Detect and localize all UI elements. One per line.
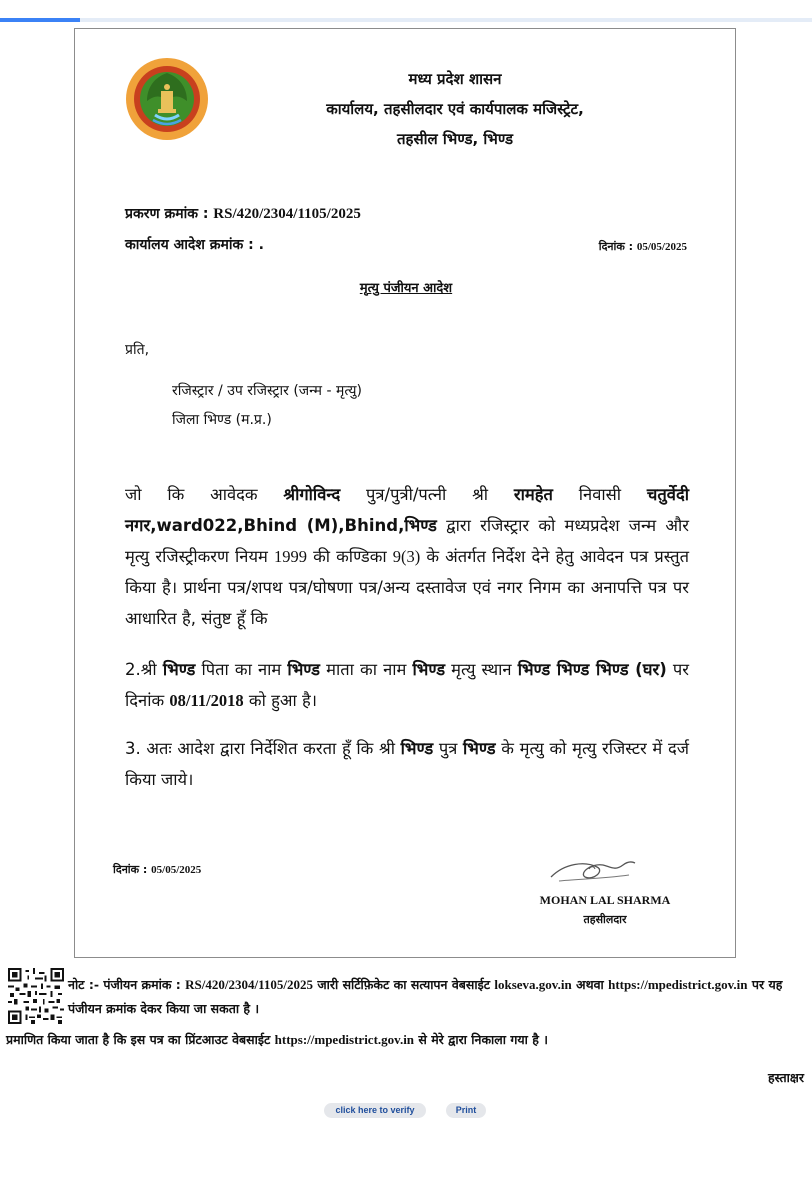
p1-text-2: पुत्र/पुत्री/पत्नी श्री [340,485,514,504]
deceased-father-name: भिण्ड [287,660,320,679]
document-page [74,28,736,958]
document-subject: मृत्यु पंजीयन आदेश [359,281,453,296]
applicant-address: चतुर्वेदी नगर,ward022,Bhind (M),Bhind,भिण्ड [125,485,689,535]
p1-text-5: की कण्डिका [307,547,393,566]
death-date: 08/11/2018 [169,691,244,710]
printout-certification [6,1031,806,1048]
p1-text-6: के अंतर्गत निर्देश देने हेतु आवेदन पत्र प्रस्तुत किया है। प्रार्थना पत्र/शपथ पत्र/घोषणा पत्र/अन्य दस्तावेज एवं नगर निगम का अनापत्ति पत्र पर आधारित है, संतुष्ट हूँ कि [125,547,689,628]
cert-text-1: प्रमाणित किया जाता है कि इस पत्र का प्रिंटआउट वेबसाईट [6,1032,275,1047]
case-number-label: प्रकरण क्रमांक : [125,206,214,222]
progress-bar-fill [0,18,80,22]
print-button[interactable]: Print [446,1103,486,1118]
verify-button[interactable]: click here to verify [324,1103,426,1118]
p2-text-4: मृत्यु स्थान [445,660,518,679]
recipient-line-2: जिला भिण्ड (म.प्र.) [172,412,272,428]
recipient-line-1: रजिस्ट्रार / उप रजिस्ट्रार (जन्म - मृत्यु) [172,383,362,399]
note-text-2: जारी सर्टिफ़िकेट का सत्यापन वेबसाईट [313,977,495,992]
signer-name: MOHAN LAL SHARMA [539,893,671,907]
rule-clause: 9(3) [392,547,421,566]
order-date [599,239,687,254]
mp-govt-emblem-icon [125,57,209,141]
cert-site: https://mpedistrict.gov.in [274,1032,415,1047]
paragraph-2 [125,654,689,716]
header-govt: मध्य प्रदेश शासन [408,70,502,88]
death-place: भिण्ड भिण्ड भिण्ड (घर) [517,660,667,679]
p2-text-1: 2.श्री [125,660,163,679]
paragraph-1 [125,479,689,634]
rule-year: 1999 [274,547,307,566]
signature-label: हस्ताक्षर [768,1070,804,1085]
sign-date [113,862,201,877]
order-date-label: दिनांक : [598,240,637,253]
p1-text-4: द्वारा रजिस्ट्रार को मध्यप्रदेश जन्म और मृत्यु रजिस्ट्रीकरण नियम [125,516,689,566]
p3-text-2: पुत्र [433,739,464,758]
note-site-mpedistrict: https://mpedistrict.gov.in [608,977,748,992]
header-office: कार्यालय, तहसीलदार एवं कार्यपालक मजिस्ट्रेट, [326,100,584,118]
office-order-number: कार्यालय आदेश क्रमांक : . [125,237,264,253]
applicant-father-name: रामहेत [513,485,553,504]
signer-designation: तहसीलदार [583,913,627,926]
note-reg-number: RS/420/2304/1105/2025 [185,977,313,992]
p2-text-5: पर दिनांक [125,660,689,710]
paragraph-3 [125,733,689,795]
header-tehsil: तहसील भिण्ड, भिण्ड [396,130,513,148]
case-number [125,204,361,223]
p1-text-1: जो कि आवेदक [125,485,284,504]
p2-text-6: को हुआ है। [243,691,317,710]
applicant-name: श्रीगोविन्द [283,485,341,504]
order-subject-name: भिण्ड [400,739,434,758]
verification-note [68,973,808,1021]
signature-icon [545,851,640,891]
p2-text-3: माता का नाम [319,660,413,679]
note-text-1: नोट :- पंजीयन क्रमांक : [68,977,186,992]
recipient-salutation: प्रति, [125,342,150,358]
order-date-value: 05/05/2025 [636,241,687,253]
note-site-lokseva: lokseva.gov.in [494,977,572,992]
cert-text-2: से मेरे द्वारा निकाला गया है । [414,1032,548,1047]
deceased-mother-name: भिण्ड [412,660,446,679]
sign-date-value: 05/05/2025 [151,864,202,876]
p3-text-1: 3. अतः आदेश द्वारा निर्देशित करता हूँ कि श्री [125,739,401,758]
order-subject-father: भिण्ड [463,739,496,758]
qr-code-icon [8,968,64,1024]
p2-text-2: पिता का नाम [195,660,288,679]
deceased-name: भिण्ड [162,660,196,679]
note-text-3: अथवा [571,977,609,992]
sign-date-label: दिनांक : [113,863,152,876]
note-text-4: पर यह पंजीयन क्रमांक देकर किया जा सकता है । [68,977,783,1016]
case-number-value: RS/420/2304/1105/2025 [213,206,361,222]
p1-text-3: निवासी [552,485,647,504]
p3-text-3: के मृत्यु को मृत्यु रजिस्टर में दर्ज किया जाये। [125,739,689,789]
progress-bar [0,18,812,22]
